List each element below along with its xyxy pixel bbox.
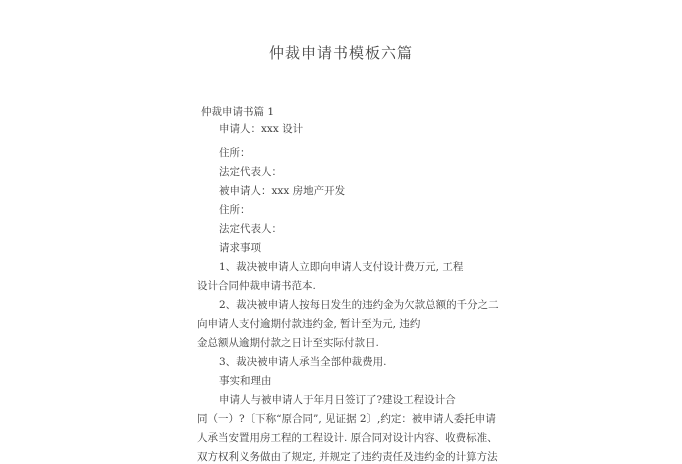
- paragraph-line: 人承当安置用房工程的工程设计. 原合同对设计内容、收费标准、: [197, 432, 498, 444]
- paragraph-line: 金总额从逾期付款之日计至实际付款日.: [197, 337, 379, 349]
- paragraph-line: 住所：: [219, 204, 251, 216]
- paragraph-line: 向申请人支付逾期付款违约金, 暂计至为元, 违约: [197, 318, 421, 330]
- document-title: 仲裁申请书模板六篇: [268, 44, 413, 62]
- paragraph-line: 1、裁决被申请人立即向申请人支付设计费万元, 工程: [219, 261, 464, 273]
- paragraph-line: 被申请人：xxx 房地产开发: [219, 185, 346, 197]
- paragraph-line: 双方权利义务做由了规定, 并规定了违约责任及违约金的计算方法: [197, 451, 498, 463]
- paragraph-line: 同（一）?〔下称“原合同”, 见证据 2〕,约定：被申请人委托申请: [197, 413, 496, 425]
- section-heading: 仲裁申请书篇 1: [201, 106, 275, 118]
- paragraph-line: 设计合同仲裁申请书范本.: [197, 280, 316, 292]
- paragraph-line: 事实和理由: [219, 375, 272, 387]
- paragraph-line: 3、裁决被申请人承当全部仲裁费用.: [219, 356, 387, 368]
- paragraph-line: 2、裁决被申请人按每日发生的违约金为欠款总额的千分之二: [219, 299, 499, 311]
- paragraph-line: 请求事项: [219, 242, 261, 254]
- paragraph-line: 法定代表人：: [219, 166, 282, 178]
- paragraph-line: 申请人：xxx 设计: [219, 123, 304, 135]
- paragraph-line: 申请人与被申请人于年月日签订了?建设工程设计合: [219, 394, 456, 406]
- paragraph-line: 法定代表人：: [219, 223, 282, 235]
- paragraph-line: 住所：: [219, 147, 251, 159]
